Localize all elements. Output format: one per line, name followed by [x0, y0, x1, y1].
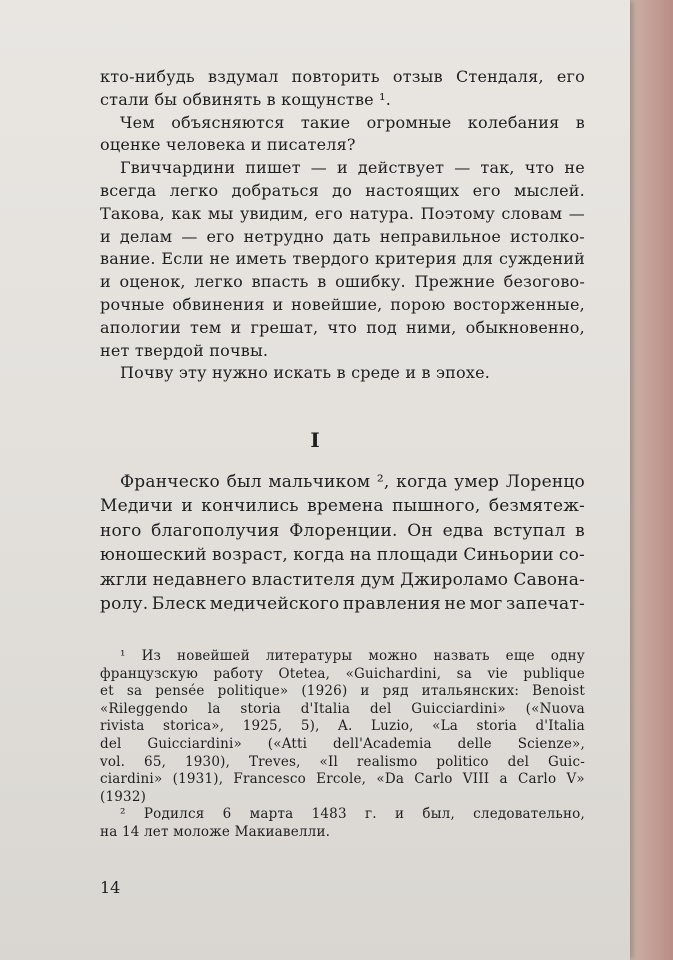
word: не	[444, 593, 467, 614]
word: мальчиком	[268, 472, 371, 492]
word: можно	[368, 648, 418, 664]
word: —	[181, 226, 198, 246]
section-1-text	[100, 66, 585, 385]
word: Такова,	[100, 203, 165, 223]
word: времена	[307, 496, 384, 517]
word: г.	[364, 806, 377, 823]
word: Савона-	[513, 569, 585, 590]
word: del	[100, 735, 122, 752]
word: повторить	[291, 67, 380, 86]
word: кончились	[201, 496, 299, 517]
word: del	[507, 753, 530, 770]
word: —	[310, 158, 327, 178]
word: et	[100, 683, 114, 700]
footnote-line	[100, 648, 585, 666]
word: Guicciardini»	[147, 735, 242, 752]
word: дать	[332, 226, 371, 246]
word: добраться	[231, 180, 319, 200]
word: 5),	[300, 718, 320, 735]
word: не	[564, 158, 585, 178]
word: новейшие,	[291, 294, 383, 314]
footnote-line	[100, 718, 585, 736]
word: дум	[360, 569, 395, 590]
word: площади	[376, 545, 459, 566]
word: иметь	[235, 249, 287, 269]
word: V»	[566, 771, 585, 788]
word: («Nuova	[525, 700, 585, 717]
word: («Atti	[267, 735, 308, 752]
word: пышного,	[392, 496, 481, 517]
text-line	[100, 592, 585, 616]
word: Джироламо	[400, 569, 509, 590]
word: Флоренции.	[289, 520, 398, 541]
word: в	[575, 520, 585, 541]
word: истолко-	[509, 226, 585, 246]
word: A.	[338, 718, 353, 735]
word: тем	[190, 317, 222, 337]
text-line	[100, 568, 585, 592]
word: Он	[407, 520, 433, 541]
word: критерия	[374, 249, 457, 269]
word: ¹	[120, 648, 126, 664]
word: Treves,	[248, 753, 301, 770]
word: delle	[457, 735, 492, 752]
word: властителя	[251, 569, 356, 590]
word: «Rileggendo	[100, 700, 188, 717]
word: юношеский	[100, 545, 207, 566]
word: VIII	[462, 771, 490, 788]
word: 1930),	[184, 753, 231, 770]
word: Чем	[120, 112, 155, 132]
word: колебания	[467, 112, 560, 132]
word: обыкновенно,	[465, 317, 585, 337]
word: ошибку.	[335, 272, 406, 292]
page-number: 14	[100, 878, 121, 897]
word: медичейского	[209, 593, 340, 614]
word: оценок,	[119, 272, 186, 292]
text-line	[100, 66, 585, 89]
text-line	[100, 226, 585, 249]
word: когда	[396, 472, 448, 492]
word: порою	[390, 294, 446, 314]
word: и	[181, 496, 193, 517]
word: «Il	[319, 753, 339, 770]
word: Блеск	[151, 593, 207, 614]
word: рочные	[100, 294, 165, 314]
word: «Da	[376, 771, 405, 788]
word: когда	[293, 545, 345, 566]
word: ciardini»	[100, 771, 163, 788]
word: мог	[469, 593, 503, 614]
word: del	[369, 700, 392, 717]
text-line	[100, 543, 585, 567]
word: «La	[432, 718, 459, 735]
word: Синьории	[463, 545, 554, 566]
word: Carlo	[414, 771, 453, 788]
word: pensée	[155, 683, 205, 700]
word: sa	[456, 665, 473, 682]
footnote-line	[100, 701, 585, 719]
word: storica»,	[163, 718, 225, 735]
word: недавнего	[152, 569, 247, 590]
footnote-line	[100, 806, 585, 824]
text-line	[100, 494, 585, 518]
text-line	[100, 248, 585, 271]
word: ними,	[406, 317, 457, 337]
word: (1926)	[301, 683, 348, 700]
word: Стендаля,	[455, 67, 544, 86]
word: назвать	[433, 648, 490, 664]
word: publique	[523, 665, 585, 682]
word: в	[317, 272, 327, 292]
word: еще	[505, 648, 535, 664]
text-line: стали бы обвинять в кощунстве ¹.	[100, 89, 392, 109]
word: мыслей.	[514, 180, 585, 200]
word: такие	[300, 112, 351, 132]
word: безогово-	[503, 272, 585, 292]
word: не	[209, 249, 230, 269]
word: запечат-	[506, 593, 585, 614]
word: politico	[436, 753, 489, 770]
word: Scienze»,	[517, 735, 585, 752]
word: мы	[207, 203, 234, 223]
text-line	[100, 112, 585, 135]
word: dell'Academia	[333, 735, 432, 752]
word: вздумал	[207, 67, 279, 86]
text-line: Почву эту нужно искать в среде и в эпохе.	[120, 363, 491, 383]
word: 65,	[144, 753, 167, 770]
word: едва	[442, 520, 484, 541]
footnote-line	[100, 736, 585, 754]
word: возраст,	[212, 545, 289, 566]
word: новейшей	[177, 648, 250, 664]
word: —	[568, 203, 585, 223]
word: правления	[342, 593, 441, 614]
word: vol.	[100, 753, 126, 770]
word: и	[360, 683, 370, 700]
word: la	[207, 700, 221, 717]
word: его	[314, 203, 344, 223]
footnote-line	[100, 754, 585, 772]
word: Guic-	[548, 753, 585, 770]
word: «Guichardini,	[345, 665, 442, 682]
word: его	[472, 180, 501, 200]
footnote-line: (1932)	[100, 788, 147, 805]
word: Otetea,	[278, 665, 331, 682]
text-line: нет твердой почвы.	[100, 340, 269, 360]
text-line	[100, 470, 585, 494]
word: Из	[141, 648, 162, 664]
word: ²,	[376, 472, 390, 492]
word: (1931),	[172, 771, 224, 788]
word: благополучия	[151, 520, 280, 541]
text-line	[100, 180, 585, 203]
word: твердого	[292, 249, 370, 269]
word: безмятеж-	[488, 496, 585, 517]
word: и	[272, 294, 284, 314]
word: Ercole,	[316, 771, 367, 788]
word: ролу.	[100, 593, 149, 614]
word: его	[206, 226, 235, 246]
word: умер	[454, 472, 500, 492]
text-line	[100, 203, 585, 226]
text-line	[100, 294, 585, 317]
word: Лоренцо	[505, 472, 585, 492]
word: грешат,	[250, 317, 319, 337]
word: и	[100, 226, 111, 246]
word: и	[394, 806, 405, 823]
text-line	[100, 317, 585, 340]
word: Франческо	[120, 472, 220, 492]
word: пишет	[245, 158, 301, 178]
footnote-line	[100, 666, 585, 684]
text-line	[100, 271, 585, 294]
footnotes	[100, 648, 585, 842]
footnote-line: на 14 лет моложе Макиавелли.	[100, 823, 331, 840]
word: неправильное	[379, 226, 501, 246]
word: d'Italia	[300, 700, 351, 717]
word: Luzio,	[370, 718, 414, 735]
word: как	[171, 203, 202, 223]
word: Прежние	[414, 272, 496, 292]
footnote-line	[100, 683, 585, 701]
word: politique»	[217, 683, 289, 700]
word: настоящих	[365, 180, 460, 200]
word: на	[349, 545, 372, 566]
word: был,	[422, 806, 455, 823]
word: для	[462, 249, 494, 269]
word: кто-нибудь	[100, 67, 195, 86]
word: ряд	[382, 683, 409, 700]
word: что	[524, 158, 555, 178]
word: 1483	[311, 806, 347, 823]
word: 1925,	[242, 718, 283, 735]
word: realismo	[356, 753, 418, 770]
word: ²	[120, 806, 126, 823]
word: увидим,	[239, 203, 309, 223]
word: действует	[357, 158, 445, 178]
word: его	[556, 67, 585, 86]
word: storia	[240, 700, 281, 717]
word: 6	[222, 806, 232, 823]
word: восторженные,	[453, 294, 585, 314]
word: легко	[169, 180, 219, 200]
word: работу	[213, 665, 264, 682]
word: жгли	[100, 569, 148, 590]
word: вание.	[100, 249, 156, 269]
text-line	[100, 157, 585, 180]
word: под	[366, 317, 397, 337]
word: делам	[119, 226, 173, 246]
word: натура.	[349, 203, 415, 223]
word: Francesco	[233, 771, 306, 788]
section-2-text	[100, 470, 585, 616]
word: суждений	[498, 249, 585, 269]
word: Если	[161, 249, 204, 269]
footnote-line	[100, 771, 585, 789]
word: итальянских:	[421, 683, 520, 700]
word: впасть	[251, 272, 309, 292]
word: до	[332, 180, 353, 200]
word: vie	[487, 665, 508, 682]
word: и	[336, 158, 348, 178]
word: литературы	[265, 648, 353, 664]
word: Guicciardini»	[411, 700, 506, 717]
word: a	[499, 771, 508, 788]
word: d'Italia	[535, 718, 585, 735]
word: всегда	[100, 180, 157, 200]
word: так,	[480, 158, 515, 178]
word: Гвиччардини	[120, 158, 236, 178]
word: одну	[550, 648, 585, 664]
word: и	[230, 317, 242, 337]
word: объясняются	[171, 112, 285, 132]
word: и	[100, 272, 111, 292]
word: со-	[558, 545, 585, 566]
word: вступал	[493, 520, 566, 541]
word: обвинения	[172, 294, 265, 314]
word: апологии	[100, 317, 181, 337]
word: Carlo	[518, 771, 557, 788]
word: словам	[501, 203, 563, 223]
word: нетрудно	[243, 226, 324, 246]
word: Медичи	[100, 496, 174, 517]
word: Родился	[143, 806, 205, 823]
word: storia	[476, 718, 517, 735]
word: огромные	[366, 112, 452, 132]
word: был	[226, 472, 262, 492]
word: ного	[100, 520, 142, 541]
word: в	[575, 112, 585, 132]
word: sa	[126, 683, 143, 700]
chapter-heading: I	[310, 428, 320, 452]
word: французскую	[100, 665, 199, 682]
word: rivista	[100, 718, 145, 735]
text-line: оценке человека и писателя?	[100, 135, 356, 155]
word: отзыв	[392, 67, 443, 86]
word: Benoist	[532, 683, 585, 700]
word: что	[327, 317, 358, 337]
word: —	[454, 158, 471, 178]
text-line	[100, 519, 585, 543]
word: марта	[249, 806, 294, 823]
word: Поэтому	[420, 203, 495, 223]
word: следовательно,	[473, 806, 585, 823]
word: легко	[194, 272, 243, 292]
